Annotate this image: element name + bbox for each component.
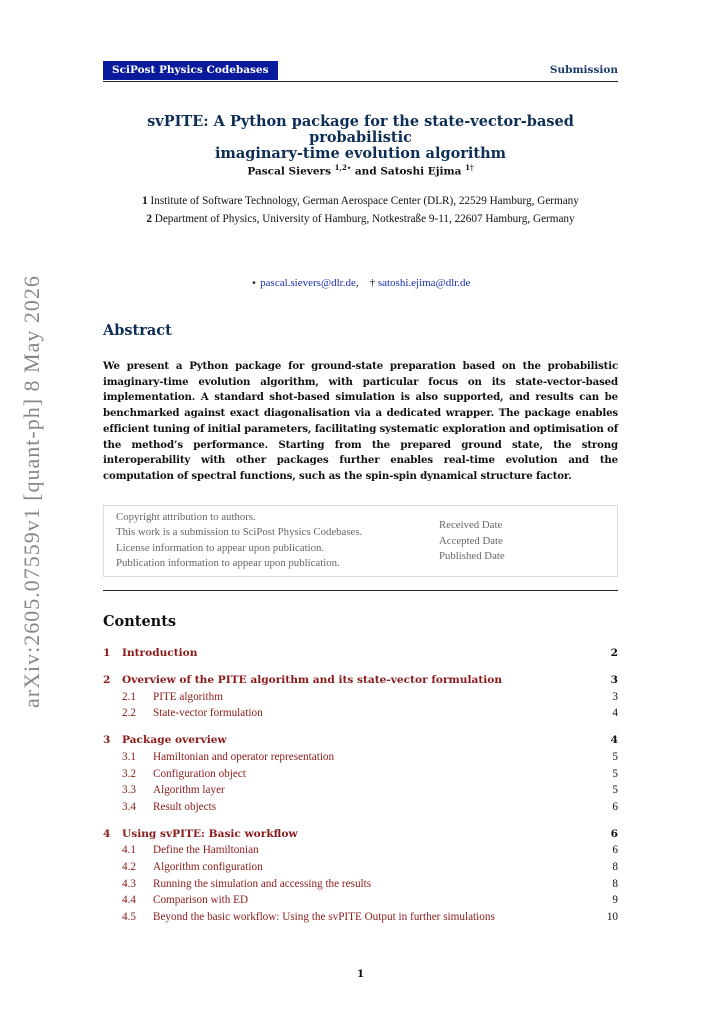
toc-subsection[interactable]: [103, 782, 618, 799]
email-link[interactable]: pascal.sievers@dlr.de: [260, 277, 356, 289]
toc-subsection-title: Result objects: [153, 800, 217, 813]
author-name: Pascal Sievers: [247, 165, 331, 178]
affiliations: [103, 194, 618, 229]
toc-page-number: 9: [612, 894, 618, 907]
toc-page-number: 8: [612, 877, 618, 890]
toc-page-number: 4: [612, 707, 618, 720]
author-list: [103, 163, 618, 178]
toc-subsection[interactable]: [103, 705, 618, 722]
info-line: License information to appear upon publication.: [116, 541, 325, 554]
toc-page-number: 6: [612, 844, 618, 857]
email-link[interactable]: satoshi.ejima@dlr.de: [377, 277, 471, 289]
toc-page-number: 6: [610, 827, 618, 840]
toc-section-number: 4: [103, 827, 111, 840]
toc-subsection-title: PITE algorithm: [153, 690, 223, 703]
toc-subsection-title: Hamiltonian and operator representation: [153, 750, 335, 763]
toc-subsection-title: Algorithm layer: [153, 784, 225, 797]
arxiv-stamp: arXiv:2605.07559v1 [quant-ph] 8 May 2026: [19, 275, 44, 708]
info-line: This work is a submission to SciPost Physics Codebases.: [116, 526, 363, 539]
author-name: Satoshi Ejima: [380, 165, 462, 178]
toc-section-title: Overview of the PITE algorithm and its state-vector formulation: [122, 674, 503, 687]
page-number: 1: [356, 968, 365, 980]
toc-subsection[interactable]: [103, 909, 618, 926]
title-line-1: svPITE: A Python package for the state-vector-based probabilistic: [147, 113, 574, 146]
contents-heading: Contents: [103, 613, 177, 630]
toc-subsection[interactable]: [103, 859, 618, 876]
toc-subsection-number: 4.3: [122, 877, 136, 890]
toc-subsection-number: 3.2: [122, 767, 136, 780]
toc-section-title: Introduction: [122, 647, 198, 659]
author-affiliation-marker: 1,2⋆: [334, 163, 352, 172]
email-separator: ,: [355, 277, 359, 289]
toc-page-number: 5: [612, 784, 618, 797]
toc-page-number: 4: [610, 734, 618, 747]
toc-section-title: Using svPITE: Basic workflow: [122, 827, 298, 840]
info-line: Publication information to appear upon publication.: [116, 556, 340, 569]
toc-subsection[interactable]: [103, 842, 618, 859]
info-date-label: Received Date: [439, 519, 503, 531]
toc-page-number: 3: [610, 674, 618, 687]
affiliation-text: Department of Physics, University of Hamburg, Notkestraße 9-11, 22607 Hamburg, Germany: [154, 212, 575, 225]
abstract-text: We present a Python package for ground-state preparation based on the probabilistic imaginary-time evolution algorithm, with particular focus on its state-vector-based implementation. A standard shot-based simulation is also supported, and results can be benchmarked against exact diagonalisation via a dedicated wrapper. The package enables efficient tuning of initial parameters, facilitating systematic exploration and optimisation of the method’s performance. Starting from the prepared ground state, the strong interoperability with other packages further enables real-time evolution and the computation of spectral functions, such as the spin-spin dynamical structure factor.: [103, 360, 618, 482]
toc-subsection-title: Algorithm configuration: [153, 861, 263, 874]
toc-page-number: 5: [612, 750, 618, 763]
toc-subsection-number: 4.2: [122, 861, 136, 874]
page-header: [103, 61, 618, 82]
affiliation-text: Institute of Software Technology, German Aerospace Center (DLR), 22529 Hamburg, Germany: [150, 195, 579, 207]
toc-subsection-number: 3.3: [122, 784, 136, 797]
toc-section[interactable]: [103, 645, 618, 662]
toc-subsection-number: 3.1: [122, 750, 136, 763]
publication-info-box: [103, 505, 618, 577]
affiliation-number: 2: [146, 212, 152, 225]
toc-subsection-number: 4.5: [122, 910, 136, 923]
toc-subsection-title: Comparison with ED: [153, 894, 249, 907]
toc-subsection-title: State-vector formulation: [153, 707, 263, 720]
toc-section[interactable]: [103, 826, 618, 843]
submission-label: Submission: [549, 64, 618, 76]
toc-section[interactable]: [103, 732, 618, 749]
toc-page-number: 6: [612, 800, 618, 813]
info-line: Copyright attribution to authors.: [116, 511, 256, 523]
affiliation: [103, 212, 618, 228]
toc-subsection-number: 4.4: [122, 894, 136, 907]
toc-page-number: 10: [606, 910, 618, 923]
info-left-column: [116, 510, 362, 571]
toc-subsection-number: 4.1: [122, 844, 136, 857]
toc-subsection[interactable]: [103, 749, 618, 766]
toc-subsection[interactable]: [103, 876, 618, 893]
abstract-heading: Abstract: [103, 322, 172, 339]
toc-subsection-title: Define the Hamiltonian: [153, 844, 259, 857]
toc-page-number: 2: [610, 647, 618, 659]
info-right-column: [439, 518, 505, 565]
toc-subsection[interactable]: [103, 766, 618, 783]
toc-subsection[interactable]: [103, 892, 618, 909]
contact-emails: [103, 276, 618, 289]
toc-page-number: 3: [612, 690, 618, 703]
toc-subsection-title: Running the simulation and accessing the results: [153, 877, 372, 890]
toc-subsection[interactable]: [103, 799, 618, 816]
info-date-label: Accepted Date: [439, 534, 503, 547]
affiliation-number: 1: [142, 195, 148, 207]
star-marker: ⋆: [250, 277, 258, 289]
title-line-2: imaginary-time evolution algorithm: [214, 145, 507, 162]
toc-subsection-title: Configuration object: [153, 767, 246, 780]
toc-subsection-number: 2.2: [122, 707, 136, 720]
toc-subsection-number: 3.4: [122, 800, 136, 813]
paper-title: [103, 114, 618, 162]
toc-subsection[interactable]: [103, 689, 618, 706]
info-date-label: Published Date: [439, 550, 505, 563]
toc-section-number: 3: [103, 734, 111, 747]
section-divider: [103, 590, 618, 591]
journal-badge: SciPost Physics Codebases: [103, 61, 278, 80]
toc-page-number: 5: [612, 767, 618, 780]
author-conjunction: and: [354, 165, 377, 178]
toc-section[interactable]: [103, 672, 618, 689]
toc-page-number: 8: [612, 861, 618, 874]
toc-subsection-number: 2.1: [122, 690, 136, 703]
dagger-marker: †: [369, 277, 376, 289]
toc-section-number: 2: [103, 674, 111, 687]
toc-subsection-title: Beyond the basic workflow: Using the svPITE Output in further simulations: [153, 910, 495, 923]
author-affiliation-marker: 1†: [465, 163, 474, 172]
toc-section-title: Package overview: [122, 734, 227, 747]
toc-section-number: 1: [103, 647, 111, 659]
table-of-contents: [103, 645, 618, 925]
affiliation: [103, 194, 618, 210]
